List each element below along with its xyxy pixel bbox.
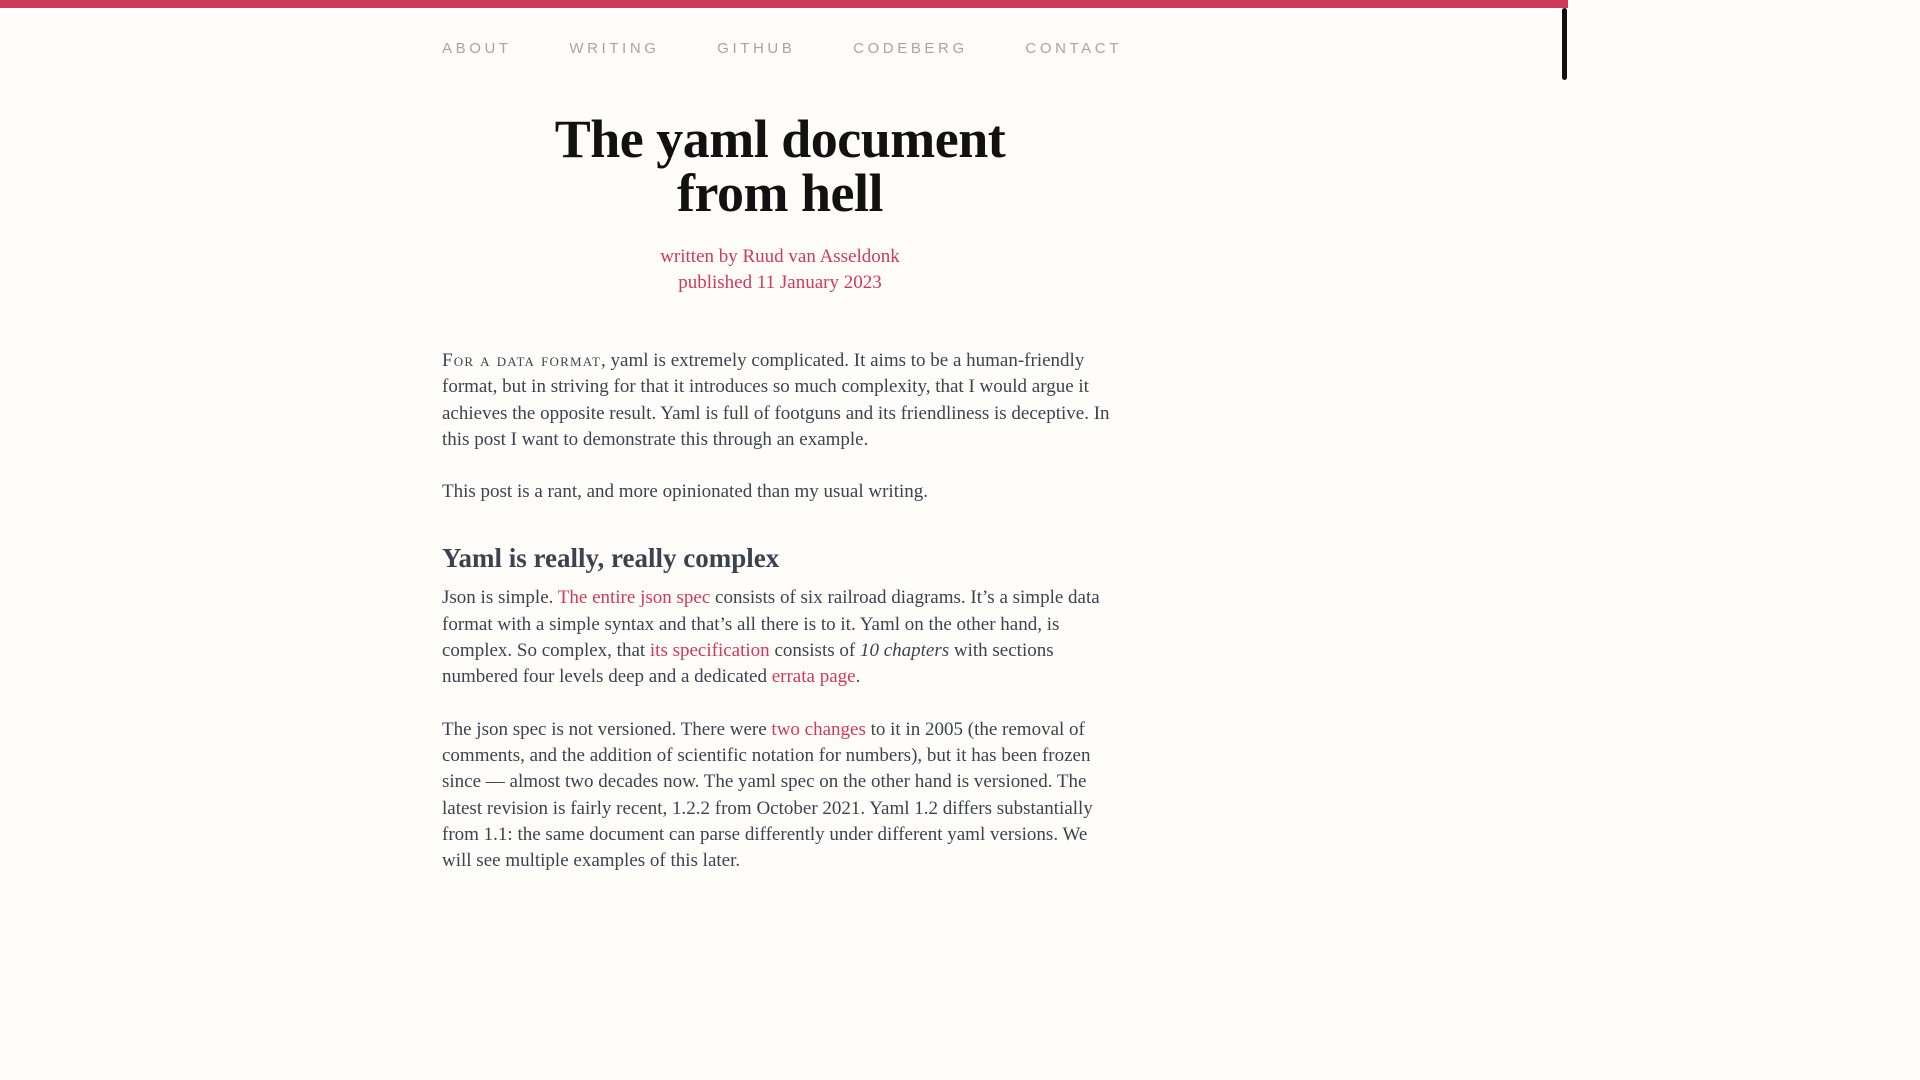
errata-page-link[interactable]: errata page — [771, 666, 856, 688]
text-run: with sections numbered four levels deep and a dedicated — [442, 640, 1054, 688]
text-run: to it in 2005 (the removal of comments, and the addition of scientific notation for numbers), but it has been frozen since — almost two decades now. The yaml spec on the other hand is versioned. The latest revision is fairly recent, 1.2.2 from October 2021. Yaml 1.2 differs substantially from 1.1: the same document can parse differently under different yaml versions. We will see multiple examples of this later. — [442, 718, 1093, 872]
rant-note-paragraph: This post is a rant, and more opinionated than my usual writing. — [442, 481, 929, 503]
nav-github-link[interactable]: GITHUB — [717, 40, 796, 57]
title-line-1: The yaml document — [554, 109, 1006, 169]
article-body — [442, 348, 1118, 900]
nav-codeberg-link[interactable]: CODEBERG — [853, 40, 968, 57]
json-spec-link[interactable]: The entire json spec — [557, 587, 711, 609]
title-line-2: from hell — [677, 163, 883, 223]
two-changes-link[interactable]: two changes — [771, 718, 866, 740]
author-line: written by Ruud van Asseldonk — [660, 246, 900, 267]
published-date: published 11 January 2023 — [678, 272, 882, 293]
scrollbar-thumb[interactable] — [1562, 8, 1567, 80]
text-run: consists of six railroad diagrams. It’s a simple data format with a simple syntax and that’s all there is to it. Yaml on the other hand, is complex. So complex, that — [442, 587, 1100, 662]
versioning-paragraph — [442, 717, 1118, 875]
intro-text: , yaml is extremely complicated. It aims to be a human-friendly format, but in striving for that it introduces so much complexity, that I would argue it achieves the opposite result. Yaml is full of footguns and its friendliness is deceptive. In this post I want to demonstrate this through an example. — [442, 350, 1110, 450]
nav-contact-link[interactable]: CONTACT — [1025, 40, 1122, 57]
nav-writing-link[interactable]: WRITING — [569, 40, 660, 57]
nav-about-link[interactable]: ABOUT — [442, 40, 512, 57]
top-accent-bar — [0, 0, 1568, 8]
lead-in-smallcaps: For a data format — [442, 350, 602, 371]
site-nav — [442, 40, 1122, 57]
page-title — [442, 109, 1118, 223]
text-run: consists of — [769, 640, 860, 662]
text-run: Json is simple. — [442, 587, 558, 609]
text-run: . — [855, 666, 861, 688]
byline — [442, 244, 1118, 296]
text-run: The json spec is not versioned. There were — [442, 718, 772, 740]
section-heading: Yaml is really, really complex — [442, 543, 780, 574]
yaml-specification-link[interactable]: its specification — [649, 640, 770, 662]
emphasis-text: 10 chapters — [859, 640, 950, 662]
intro-paragraph — [442, 348, 1118, 453]
json-simple-paragraph — [442, 585, 1118, 690]
